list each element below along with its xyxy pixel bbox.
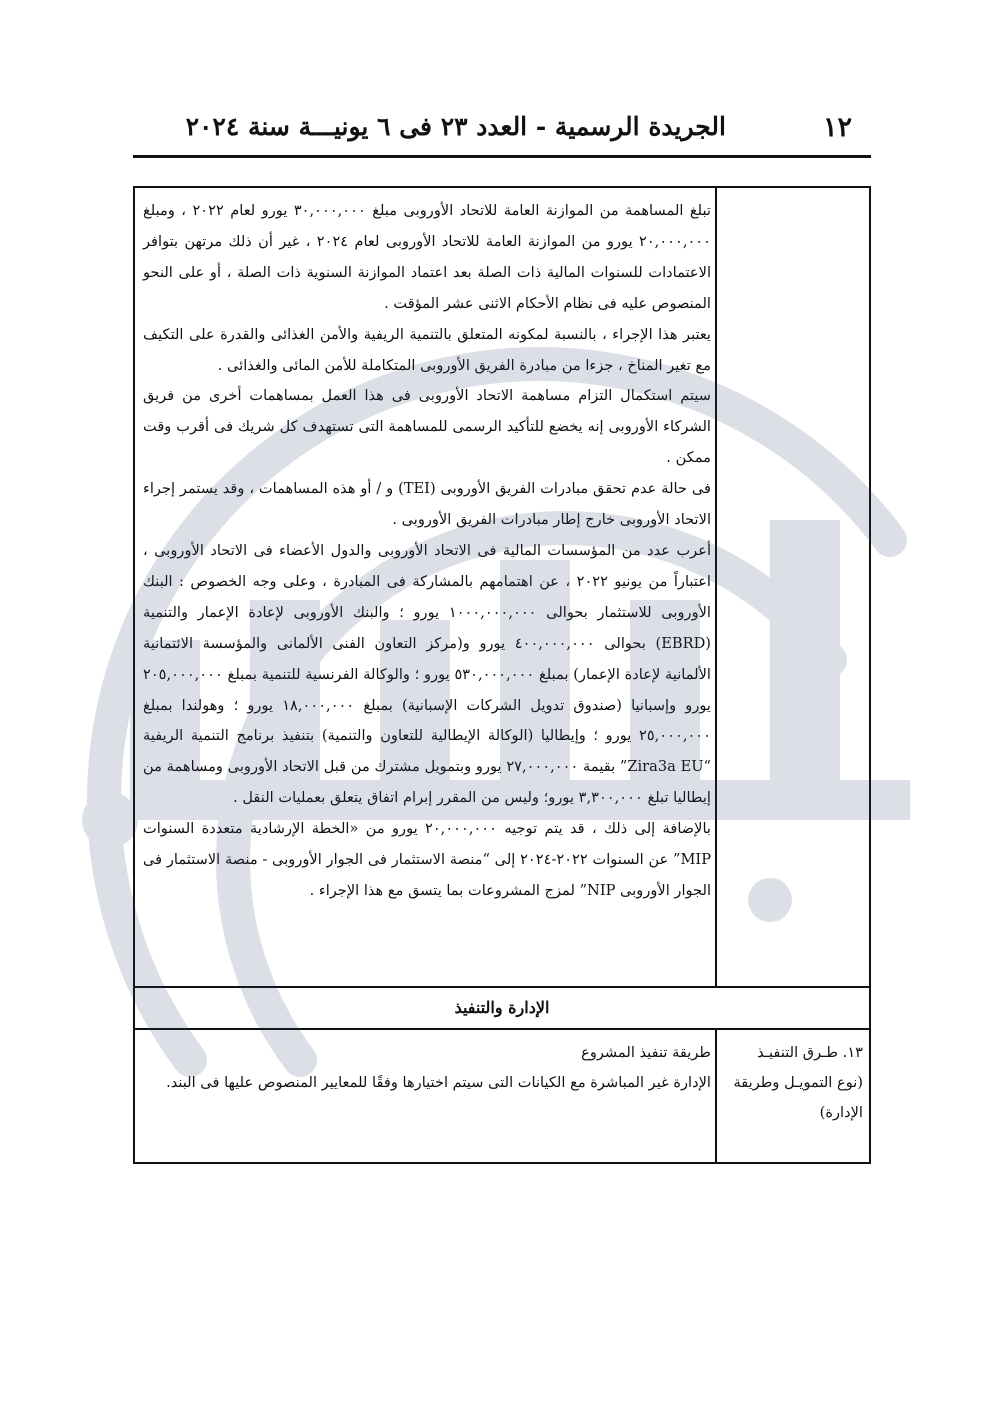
document-table	[133, 186, 871, 1164]
section-title: الإدارة والتنفيذ	[454, 998, 550, 1017]
implementation-content	[143, 1038, 711, 1098]
running-header-title: الجريدة الرسمية - العدد ٢٣ فى ٦ يونيـــة سنة ٢٠٢٤	[185, 112, 726, 141]
header-rule	[133, 155, 871, 158]
implementation-label-line: (نوع التمويـل وطريقة	[733, 1074, 863, 1091]
implementation-label-line: الإدارة)	[819, 1104, 863, 1121]
funding-paragraph: أعرب عدد من المؤسسات المالية فى الاتحاد الأوروبى والدول الأعضاء فى الاتحاد الأوروبى ، اعتباراً من يونيو ٢٠٢٢ ، عن اهتمامهم بالمشاركة فى المبادرة ، وعلى وجه الخصوص : البنك الأوروبى للاستثمار بحوالى ١٠٠٠,٠٠٠,٠٠٠ يورو ؛ والبنك الأوروبى لإعادة الإعمار والتنمية (EBRD) بحوالى ٤٠٠,٠٠٠,٠٠٠ يورو و(مركز التعاون الفنى الألمانى والمؤسسة الائتمانية الألمانية لإعادة الإعمار) بمبلغ ٥٣٠,٠٠٠,٠٠٠ يورو ؛ والوكالة الفرنسية للتنمية بمبلغ ٢٠٥,٠٠٠,٠٠٠ يورو وإسبانيا (صندوق تدويل الشركات الإسبانية) بمبلغ ١٨,٠٠٠,٠٠٠ يورو ؛ وهولندا بمبلغ ٢٥,٠٠٠,٠٠٠ يورو ؛ وإيطاليا (الوكالة الإيطالية للتعاون والتنمية) بتنفيذ برنامج التنمية الريفية “Zira3a EU” بقيمة ٢٧,٠٠٠,٠٠٠ يورو وبتمويل مشترك من قبل الاتحاد الأوروبى ومساهمة من إيطاليا تبلغ ٣,٣٠٠,٠٠٠ يورو؛ وليس من المقرر إبرام اتفاق يتعلق بعمليات النقل .	[143, 541, 711, 807]
implementation-label-line: ١٣. طـرق التنفيـذ	[757, 1044, 863, 1061]
column-divider-bottom	[715, 1028, 717, 1164]
implementation-method-title: طريقة تنفيذ المشروع	[581, 1044, 711, 1061]
implementation-label	[723, 1038, 863, 1128]
funding-paragraph: تبلغ المساهمة من الموازنة العامة للاتحاد الأوروبى مبلغ ٣٠,٠٠٠,٠٠٠ يورو لعام ٢٠٢٢ ، ومبلغ ٢٠,٠٠٠,٠٠٠ يورو من الموازنة العامة للاتحاد الأوروبى لعام ٢٠٢٤ ، غير أن ذلك مرتهن بتوافر الاعتمادات للسنوات المالية ذات الصلة بعد اعتماد الموازنة السنوية ذات الصلة ، أو على النحو المنصوص عليه فى نظام الأحكام الاثنى عشر المؤقت .	[143, 202, 711, 312]
page-number: ١٢	[822, 112, 852, 143]
funding-paragraph: بالإضافة إلى ذلك ، قد يتم توجيه ٢٠,٠٠٠,٠٠٠ يورو من «الخطة الإرشادية متعددة السنوات MIP” عن السنوات ٢٠٢٢-٢٠٢٤ إلى “منصة الاستثمار فى الجوار الأوروبى - منصة الاستثمار فى الجوار الأوروبى NIP” لمزج المشروعات بما يتسق مع هذا الإجراء .	[143, 820, 712, 899]
implementation-method-text: الإدارة غير المباشرة مع الكيانات التى سيتم اختيارها وفقًا للمعايير المنصوص عليها فى البند.	[166, 1074, 711, 1091]
funding-text-cell	[143, 196, 711, 907]
funding-paragraph: فى حالة عدم تحقق مبادرات الفريق الأوروبى (TEI) و / أو هذه المساهمات ، وقد يستمر إجراء الاتحاد الأوروبى خارج إطار مبادرات الفريق الأوروبى .	[143, 480, 711, 529]
column-divider-top	[715, 188, 717, 986]
funding-paragraph: يعتبر هذا الإجراء ، بالنسبة لمكونه المتعلق بالتنمية الريفية والأمن الغذائى والقدرة على التكيف مع تغير المناخ ، جزءا من مبادرة الفريق الأوروبى المتكاملة للأمن المائى والغذائى .	[143, 325, 711, 374]
funding-paragraph: سيتم استكمال التزام مساهمة الاتحاد الأوروبى فى هذا العمل بمساهمات أخرى من فريق الشركاء الأوروبى إنه يخضع للتأكيد الرسمى للمساهمة التى تستهدف كل شريك فى أقرب وقت ممكن .	[143, 387, 711, 467]
